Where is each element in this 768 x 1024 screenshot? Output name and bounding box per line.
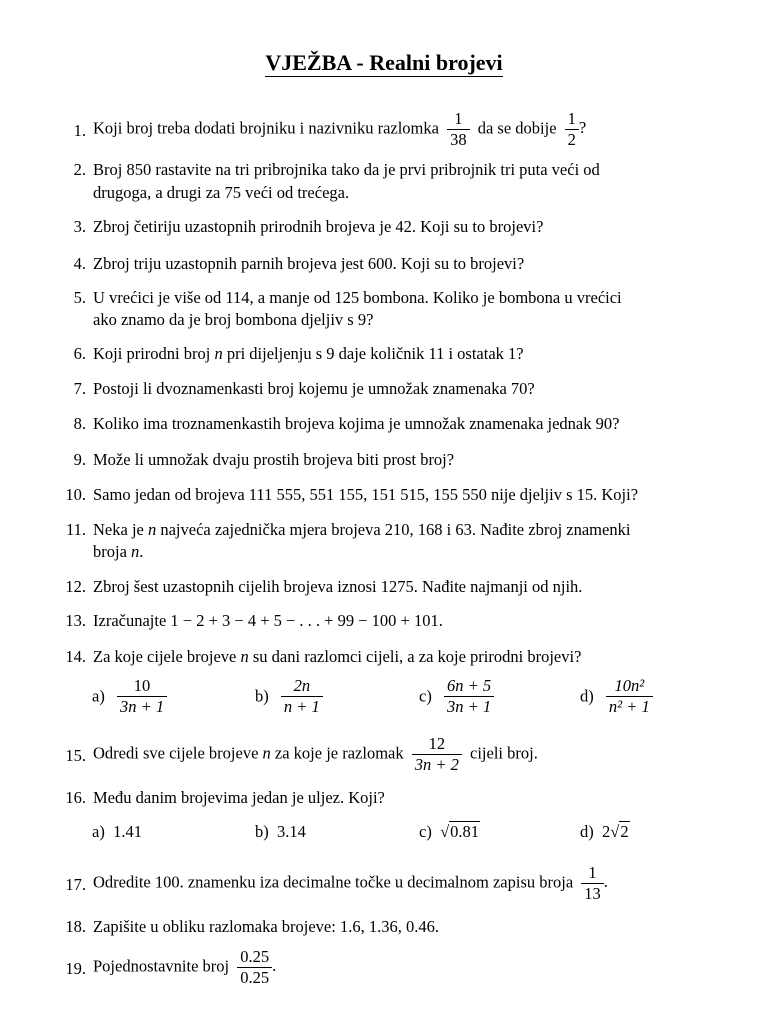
problem-12: Zbroj šest uzastopnih cijelih brojeva iznosi 1275. Nađite najmanji od njih.: [93, 577, 583, 596]
problem-number: 2.: [73, 160, 86, 179]
problem-number: 4.: [73, 254, 86, 273]
problem-number: 1.: [73, 121, 86, 140]
problem-19: Pojednostavnite broj $\frac{0.25}{0.25}$ .: [93, 947, 277, 987]
option-b: b) $\frac{2n}{n + 1}$: [255, 676, 327, 717]
problem-9: Može li umnožak dvaju prostih brojeva biti prost broj?: [93, 450, 455, 469]
option-d: d) 2√2: [580, 822, 629, 841]
fraction: $\frac{1}{38}$: [447, 109, 470, 150]
problem-1: Koji broj treba dodati brojniku i nazivniku razlomka $\frac{1}{38}$ da se dobije $\frac{1}{2}$ ?: [93, 109, 587, 149]
problem-number: 13.: [65, 611, 86, 630]
problem-8: Koliko ima troznamenkastih brojeva kojima je umnožak znamenaka jednak 90?: [93, 414, 620, 433]
problem-number: 18.: [65, 917, 86, 936]
sqrt-symbol: √2: [610, 822, 629, 841]
problem-number: 3.: [73, 217, 86, 236]
problem-16: Među danim brojevima jedan je uljez. Koji?: [93, 788, 385, 807]
problem-17: Odredite 100. znamenku iza decimalne točke u decimalnom zapisu broja $\frac{1}{13}$ .: [93, 863, 608, 903]
page-title: VJEŽBA - Realni brojevi: [265, 50, 503, 75]
fraction: $\frac{12}{3n + 2}$: [412, 734, 462, 775]
problem-number: 12.: [65, 577, 86, 596]
problem-5-line-1: U vrećici je više od 114, a manje od 125 bombona. Koliko je bombona u vrećici: [93, 288, 622, 307]
problem-number: 11.: [65, 520, 86, 539]
problem-5-line-2: ako znamo da je broj bombona djeljiv s 9?: [93, 310, 374, 329]
problem-number: 15.: [65, 746, 86, 765]
sqrt-symbol: √0.81: [440, 822, 480, 841]
problem-number: 8.: [73, 414, 86, 433]
problem-number: 9.: [73, 450, 86, 469]
option-a: a) $\frac{10}{3n + 1}$: [92, 676, 171, 717]
problem-number: 17.: [65, 875, 86, 894]
problem-6: Koji prirodni broj n pri dijeljenju s 9 daje količnik 11 i ostatak 1?: [93, 344, 524, 363]
option-c: c) √0.81: [419, 822, 480, 841]
problem-number: 14.: [65, 647, 86, 666]
fraction: $\frac{1}{2}$: [565, 109, 579, 150]
problem-number: 5.: [73, 288, 86, 307]
problem-3: Zbroj četiriju uzastopnih prirodnih brojeva je 42. Koji su to brojevi?: [93, 217, 544, 236]
problem-4: Zbroj triju uzastopnih parnih brojeva jest 600. Koji su to brojevi?: [93, 254, 525, 273]
problem-15: Odredi sve cijele brojeve n za koje je razlomak $\frac{12}{3n + 2}$ cijeli broj.: [93, 734, 538, 774]
problem-number: 6.: [73, 344, 86, 363]
option-b: b) 3.14: [255, 822, 306, 841]
problem-10: Samo jedan od brojeva 111 555, 551 155, 151 515, 155 550 nije djeljiv s 15. Koji?: [93, 485, 639, 504]
problem-11-line-1: Neka je n najveća zajednička mjera brojeva 210, 168 i 63. Nađite zbroj znamenki: [93, 520, 631, 539]
fraction: $\frac{1}{13}$: [581, 863, 604, 904]
problem-7: Postoji li dvoznamenkasti broj kojemu je umnožak znamenaka 70?: [93, 379, 535, 398]
problem-13: Izračunajte 1 − 2 + 3 − 4 + 5 − . . . + 99 − 100 + 101.: [93, 611, 443, 630]
problem-18: Zapišite u obliku razlomaka brojeve: 1.6, 1.36, 0.46.: [93, 917, 439, 936]
problem-11-line-2: broja n.: [93, 542, 144, 561]
problem-number: 16.: [65, 788, 86, 807]
fraction: $\frac{0.25}{0.25}$: [237, 947, 272, 988]
problem-2-line-1: Broj 850 rastavite na tri pribrojnika tako da je prvi pribrojnik tri puta veći od: [93, 160, 600, 179]
problem-number: 19.: [65, 959, 86, 978]
problem-2-line-2: drugoga, a drugi za 75 veći od trećega.: [93, 183, 350, 202]
problem-number: 10.: [65, 485, 86, 504]
option-d: d) $\frac{\text{10n²}}{\text{n² + 1}}$: [580, 676, 657, 717]
problem-number: 7.: [73, 379, 86, 398]
problem-14: Za koje cijele brojeve n su dani razlomci cijeli, a za koje prirodni brojevi?: [93, 647, 582, 666]
option-a: a) 1.41: [92, 822, 142, 841]
option-c: c) $\frac{6n + 5}{3n + 1}$: [419, 676, 498, 717]
